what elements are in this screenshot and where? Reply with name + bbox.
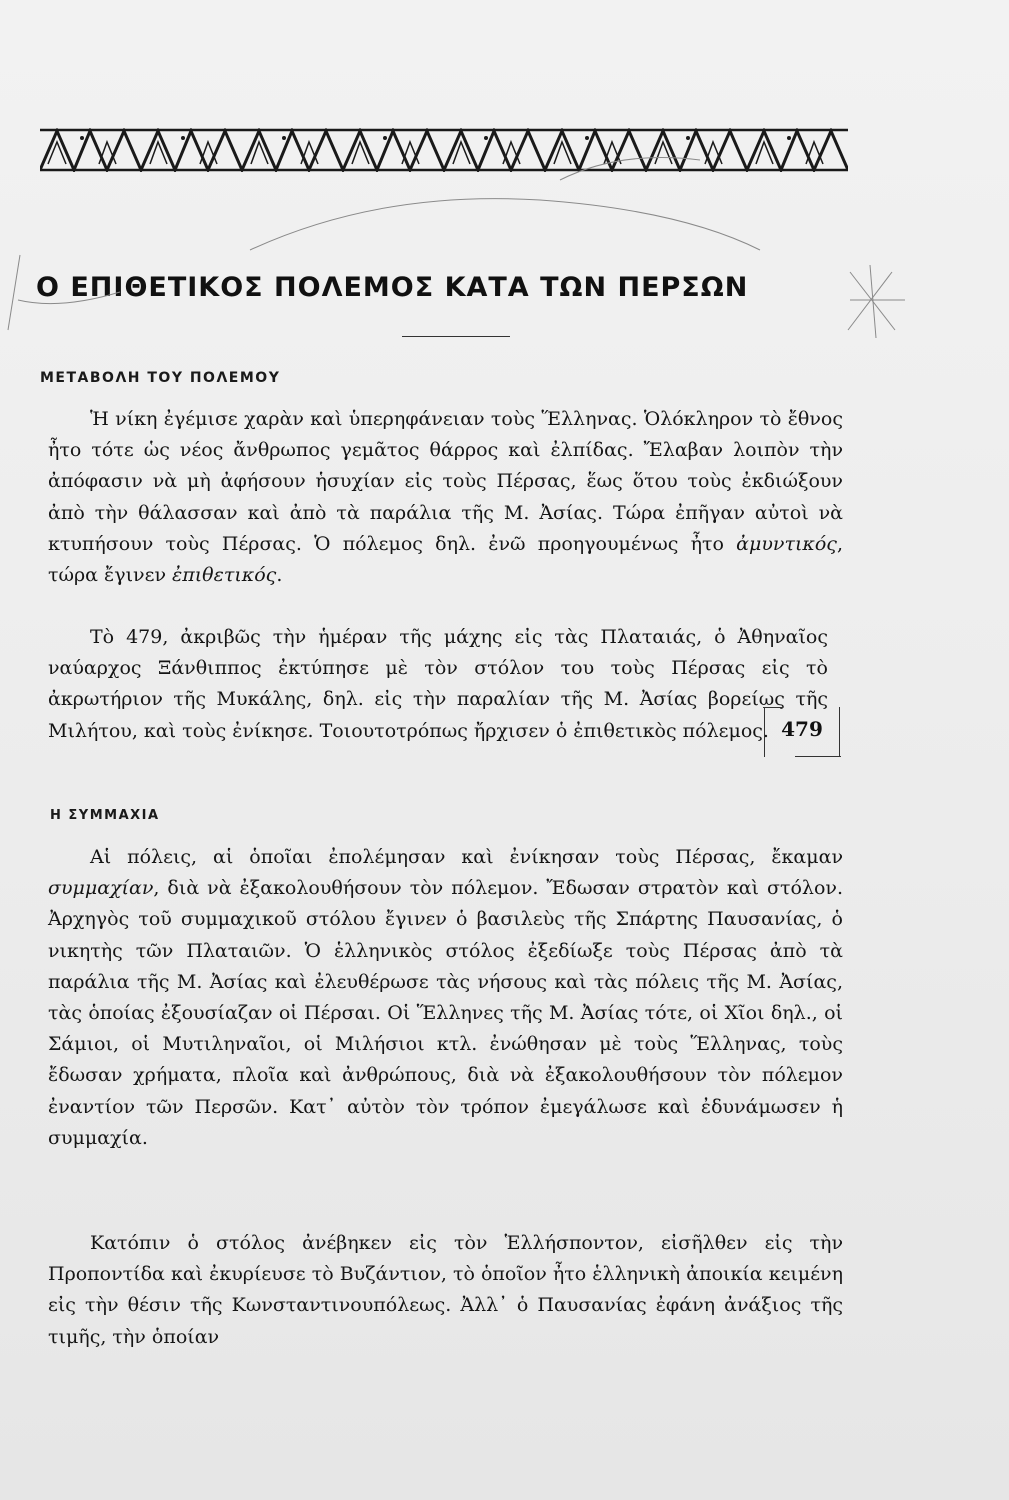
decorative-border-ornament [40,128,848,172]
paragraph-victory [48,404,843,591]
emphasis-alliance: συμμαχίαν [48,877,154,900]
paragraph-byzantium [48,1228,843,1353]
paragraph-text: . [276,564,283,587]
title-divider [402,336,510,337]
section-heading-alliance: Η ΣΥΜΜΑΧΙΑ [50,808,160,823]
paragraph-text: Ἡ νίκη ἐγέμισε χαρὰν καὶ ὑπερηφάνειαν τοὺς Ἕλληνας. Ὁλόκληρον τὸ ἔθνος ἦτο τότε ὡς νέος ἄνθρωπος γεμᾶτος θάρρος καὶ ἐλπίδας. Ἔλαβαν λοιπὸν τὴν ἀπόφασιν νὰ μὴ ἀφήσουν ἡσυχίαν εἰς τοὺς Πέρσας, ἕως ὅτου τοὺς ἐκδιώξουν ἀπὸ τὴν θάλασσαν καὶ ἀπὸ τὰ παράλια τῆς Μ. Ἀσίας. Τώρα ἐπῆγαν αὐτοὶ νὰ κτυπήσουν τοὺς Πέρσας. Ὁ πόλεμος δηλ. ἐνῶ προηγουμένως ἦτο [48,408,843,555]
section-heading-change-of-war: ΜΕΤΑΒΟΛΗ ΤΟΥ ΠΟΛΕΜΟΥ [40,370,281,386]
margin-year-number: 479 [781,717,823,741]
paragraph-text: Αἱ πόλεις, αἱ ὁποῖαι ἐπολέμησαν καὶ ἐνίκησαν τοὺς Πέρσας, ἔκαμαν [90,846,843,868]
emphasis-defensive: ἀμυντικός [736,532,837,555]
paragraph-text: Κατόπιν ὁ στόλος ἀνέβηκεν εἰς τὸν Ἑλλήσποντον, εἰσῆλθεν εἰς τὴν Προποντίδα καὶ ἐκυρίευσε τὸ Βυζάντιον, τὸ ὁποῖον ἦτο ἑλληνικὴ ἀποικία κειμένη εἰς τὴν θέσιν τῆς Κωνσταντινουπόλεως. Ἀλλ᾽ ὁ Παυσανίας ἐφάνη ἀνάξιος τῆς τιμῆς, τὴν ὁποίαν [48,1232,843,1348]
paragraph-text: , τώρα ἔγινεν [48,532,843,587]
paragraph-alliance [48,842,843,1154]
chapter-title: Ο ΕΠΙΘΕΤΙΚΟΣ ΠΟΛΕΜΟΣ ΚΑΤΑ ΤΩΝ ΠΕΡΣΩΝ [36,272,749,303]
paragraph-text: Τὸ 479, ἀκριβῶς τὴν ἡμέραν τῆς μάχης εἰς τὰς Πλαταιάς, ὁ Ἀθηναῖος ναύαρχος Ξάνθιππος ἐκτύπησε μὲ τὸν στόλον του τοὺς Πέρσας εἰς τὸ ἀκρωτήριον τῆς Μυκάλης, δηλ. εἰς τὴν παραλίαν τῆς Μ. Ἀσίας βορείως τῆς Μιλήτου, καὶ τοὺς ἐνίκησε. Τοιουτοτρόπως ἤρχισεν ὁ ἐπιθετικὸς πόλεμος. [48,626,828,742]
margin-year-box [764,707,840,757]
paragraph-text: , διὰ νὰ ἐξακολουθήσουν τὸν πόλεμον. Ἔδωσαν στρατὸν καὶ στόλον. Ἀρχηγὸς τοῦ συμμαχικοῦ στόλου ἔγινεν ὁ βασιλεὺς τῆς Σπάρτης Παυσανίας, ὁ νικητὴς τῶν Πλαταιῶν. Ὁ ἑλληνικὸς στόλος ἐξεδίωξε τοὺς Πέρσας ἀπὸ τὰ παράλια τῆς Μ. Ἀσίας καὶ ἐλευθέρωσε τὰς νήσους καὶ τὰς πόλεις τῆς Μ. Ἀσίας, τὰς ὁποίας ἐξουσίαζαν οἱ Πέρσαι. Οἱ Ἕλληνες τῆς Μ. Ἀσίας τότε, οἱ Χῖοι δηλ., οἱ Σάμιοι, οἱ Μυτιληναῖοι, οἱ Μιλήσιοι κτλ. ἐνώθησαν μὲ τοὺς Ἕλληνας, τοὺς ἔδωσαν χρήματα, πλοῖα καὶ ἀνθρώπους, διὰ νὰ ἐξακολουθήσουν τὸν πόλεμον ἐναντίον τῶν Περσῶν. Κατ᾽ αὐτὸν τὸν τρόπον ἐμεγάλωσε καὶ ἐδυνάμωσεν ἡ συμμαχία. [48,877,843,1149]
emphasis-offensive: ἐπιθετικός [172,564,277,587]
paragraph-mycale [48,622,828,747]
